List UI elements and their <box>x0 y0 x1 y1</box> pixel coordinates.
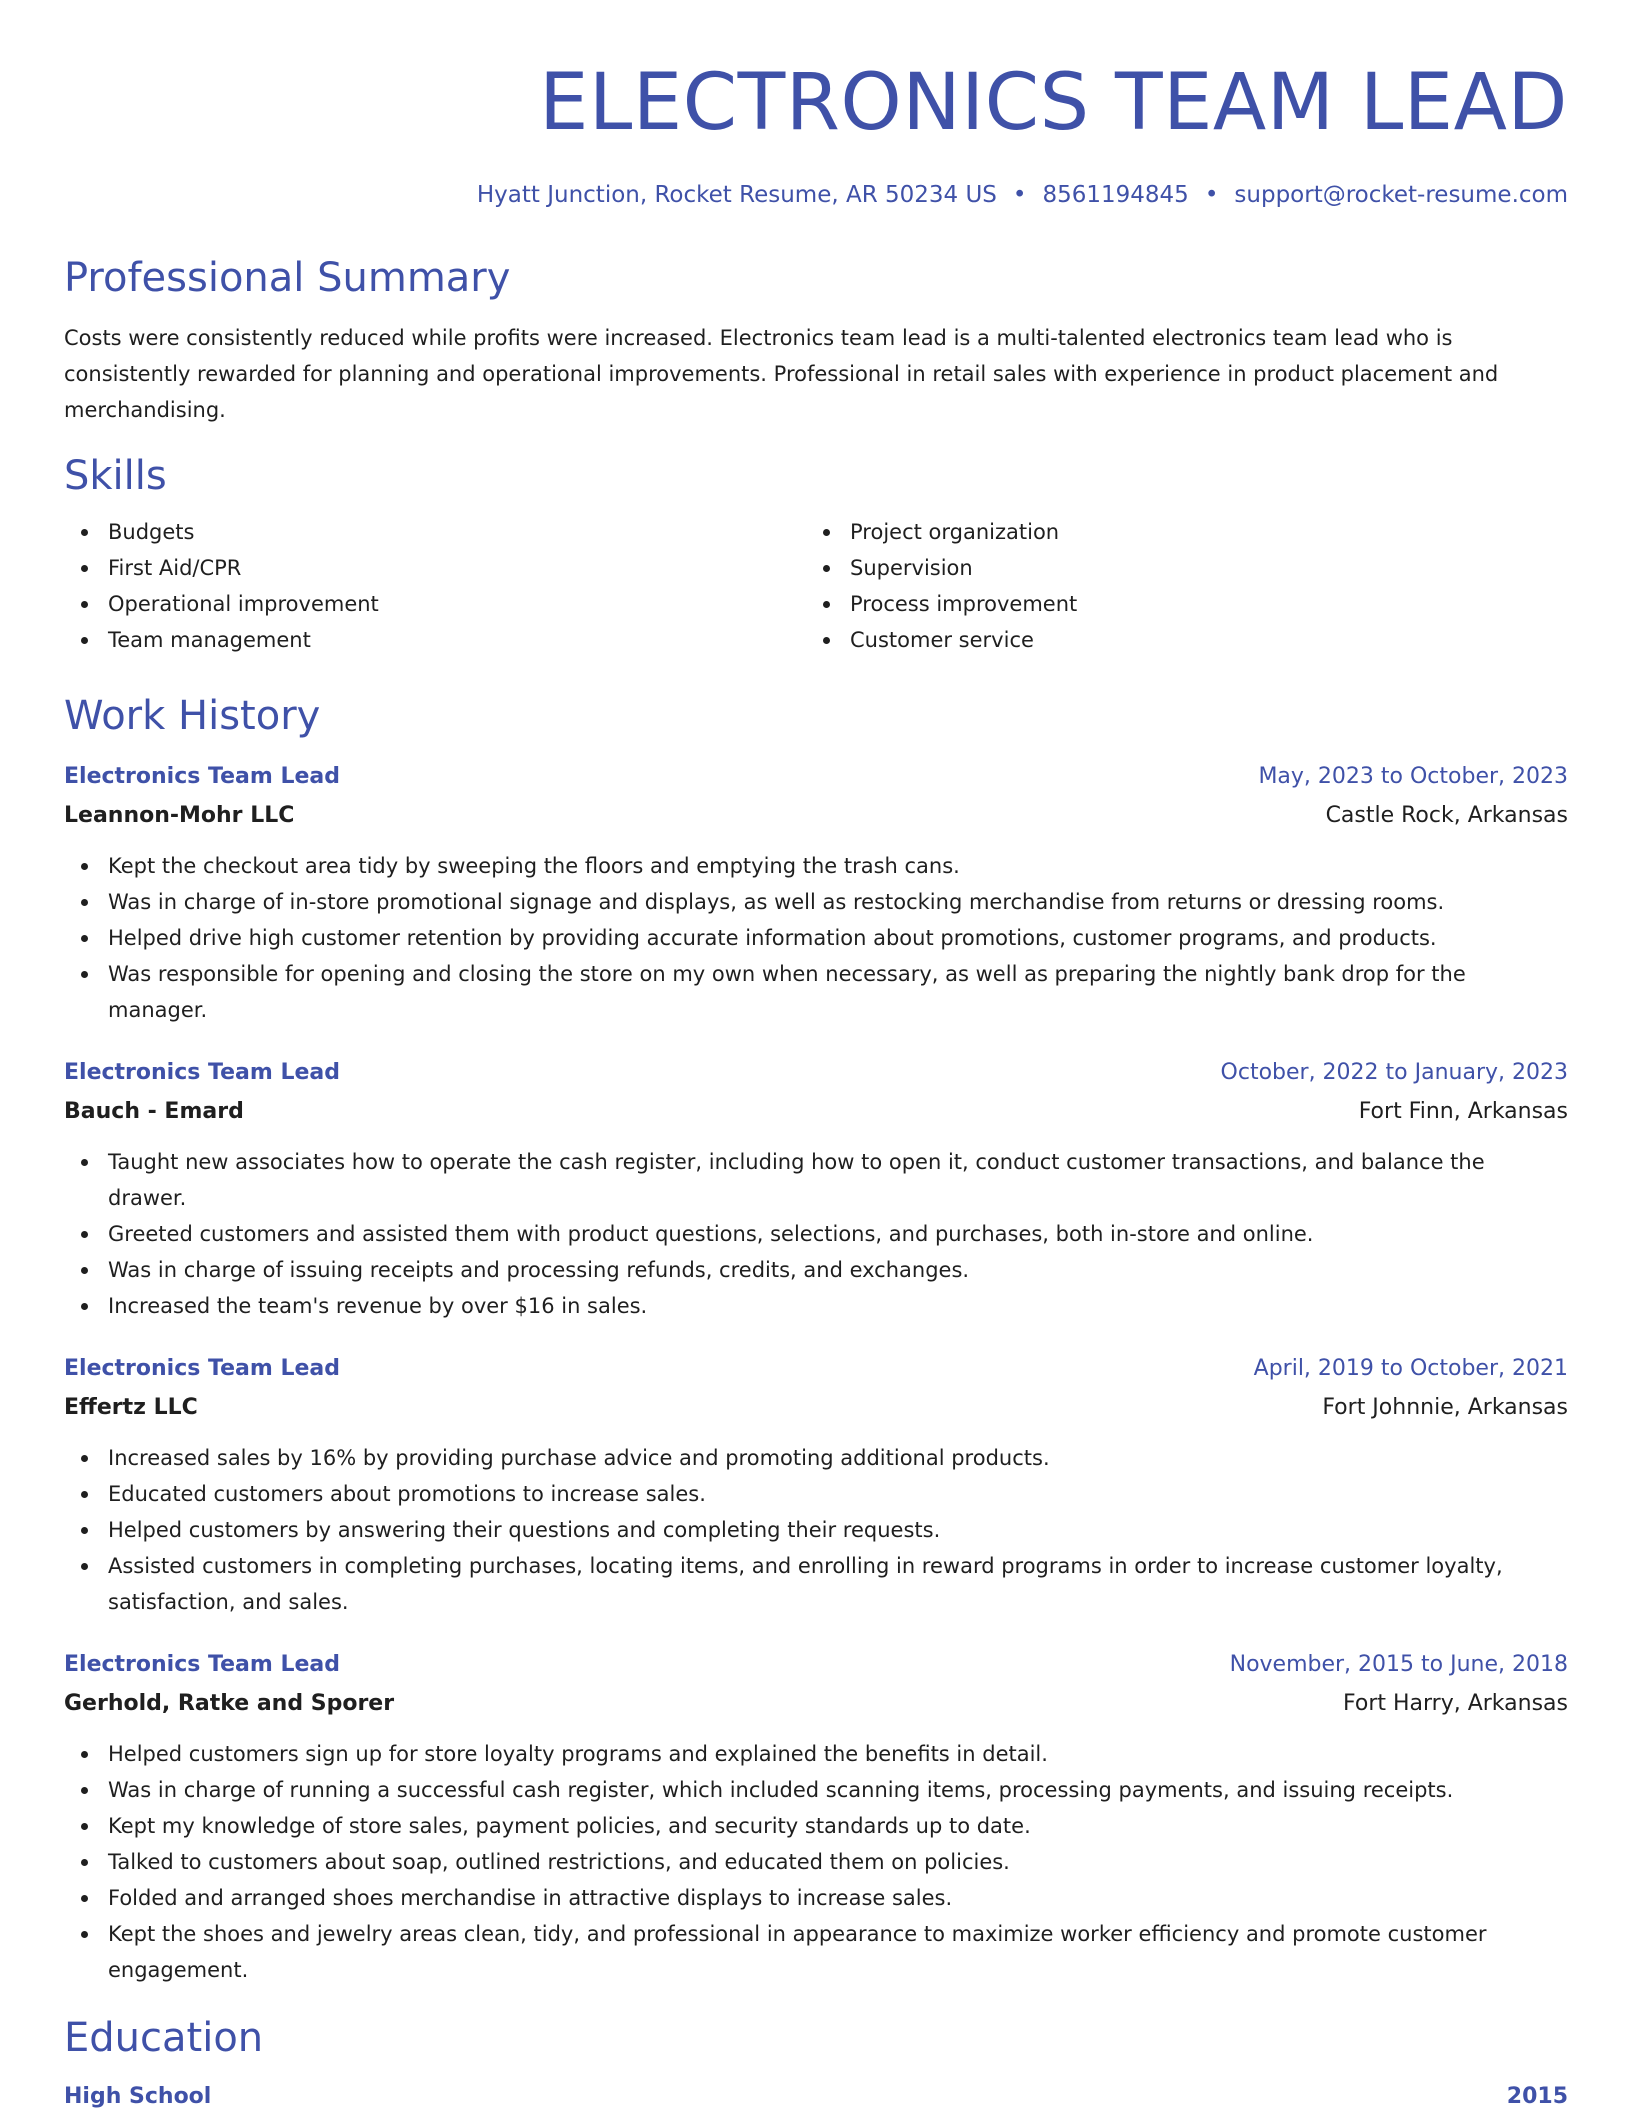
skills-column-left <box>64 514 806 658</box>
job-duty: Greeted customers and assisted them with product questions, selections, and purchases, both in-store and online. <box>64 1216 1568 1252</box>
job-duty: Helped customers sign up for store loyalty programs and explained the benefits in detail. <box>64 1736 1568 1772</box>
job-company: Gerhold, Ratke and Sporer <box>64 1691 395 1716</box>
job-duty: Taught new associates how to operate the cash register, including how to open it, conduct customer transactions, and balance the drawer. <box>64 1144 1568 1216</box>
skill-item: Project organization <box>806 514 1548 550</box>
job-duties <box>64 1440 1568 1620</box>
job-duty: Was in charge of issuing receipts and processing refunds, credits, and exchanges. <box>64 1252 1568 1288</box>
job-company: Bauch - Emard <box>64 1099 244 1124</box>
contact-phone: 8561194845 <box>1042 182 1189 208</box>
job-duties <box>64 1736 1568 1988</box>
summary-heading: Professional Summary <box>64 255 511 301</box>
skills-list <box>64 514 1568 658</box>
job-duty: Was in charge of running a successful cash register, which included scanning items, processing payments, and issuing receipts. <box>64 1772 1568 1808</box>
job-duty: Increased sales by 16% by providing purchase advice and promoting additional products. <box>64 1440 1568 1476</box>
job-duties <box>64 1144 1568 1324</box>
job-location: Castle Rock, Arkansas <box>1325 803 1568 828</box>
job-title: Electronics Team Lead <box>64 1652 340 1677</box>
job-dates: November, 2015 to June, 2018 <box>1229 1652 1568 1677</box>
job-entry <box>64 1054 1568 1324</box>
job-entry <box>64 758 1568 1028</box>
job-location: Fort Finn, Arkansas <box>1358 1099 1568 1124</box>
skill-item: Budgets <box>64 514 806 550</box>
job-duty: Talked to customers about soap, outlined restrictions, and educated them on policies. <box>64 1844 1568 1880</box>
contact-email: support@rocket-resume.com <box>1234 182 1568 208</box>
contact-separator: • <box>1204 182 1219 208</box>
contact-address: Hyatt Junction, Rocket Resume, AR 50234 US <box>476 182 997 208</box>
job-duty: Was responsible for opening and closing the store on my own when necessary, as well as preparing the nightly bank drop for the manager. <box>64 956 1568 1028</box>
job-duty: Educated customers about promotions to increase sales. <box>64 1476 1568 1512</box>
skills-heading: Skills <box>64 453 167 499</box>
candidate-name: ELECTRONICS TEAM LEAD <box>539 58 1568 148</box>
education-entry <box>64 2082 1568 2112</box>
skill-item: Team management <box>64 622 806 658</box>
job-duty: Kept my knowledge of store sales, payment policies, and security standards up to date. <box>64 1808 1568 1844</box>
job-duty: Was in charge of in-store promotional signage and displays, as well as restocking merchandise from returns or dressing rooms. <box>64 884 1568 920</box>
job-duty: Helped customers by answering their questions and completing their requests. <box>64 1512 1568 1548</box>
job-location: Fort Harry, Arkansas <box>1342 1691 1568 1716</box>
job-duty: Kept the checkout area tidy by sweeping the floors and emptying the trash cans. <box>64 848 1568 884</box>
job-dates: May, 2023 to October, 2023 <box>1258 764 1568 789</box>
skill-item: First Aid/CPR <box>64 550 806 586</box>
education-year: 2015 <box>1506 2084 1568 2109</box>
skill-item: Customer service <box>806 622 1548 658</box>
job-company: Leannon-Mohr LLC <box>64 803 295 828</box>
job-dates: October, 2022 to January, 2023 <box>1220 1060 1568 1085</box>
job-duty: Assisted customers in completing purchases, locating items, and enrolling in reward programs in order to increase customer loyalty, satisfaction, and sales. <box>64 1548 1568 1620</box>
job-duty: Folded and arranged shoes merchandise in attractive displays to increase sales. <box>64 1880 1568 1916</box>
skill-item: Process improvement <box>806 586 1548 622</box>
job-duty: Kept the shoes and jewelry areas clean, tidy, and professional in appearance to maximize worker efficiency and promote customer engagement. <box>64 1916 1568 1988</box>
summary-text: Costs were consistently reduced while profits were increased. Electronics team lead is a multi-talented electronics team lead who is consistently rewarded for planning and operational improvements. Professional in retail sales with experience in product placement and merchandising. <box>64 326 1499 422</box>
job-title: Electronics Team Lead <box>64 1060 340 1085</box>
education-degree: High School <box>64 2084 212 2109</box>
skills-column-right <box>806 514 1548 658</box>
work-history-heading: Work History <box>64 693 321 739</box>
contact-line <box>64 180 1568 210</box>
job-duty: Increased the team's revenue by over $16 in sales. <box>64 1288 1568 1324</box>
job-duties <box>64 848 1568 1028</box>
job-location: Fort Johnnie, Arkansas <box>1322 1395 1568 1420</box>
job-entry <box>64 1646 1568 1988</box>
skill-item: Supervision <box>806 550 1548 586</box>
job-company: Effertz LLC <box>64 1395 198 1420</box>
job-dates: April, 2019 to October, 2021 <box>1253 1356 1568 1381</box>
skill-item: Operational improvement <box>64 586 806 622</box>
education-heading: Education <box>64 2015 264 2061</box>
job-title: Electronics Team Lead <box>64 1356 340 1381</box>
resume-page <box>64 0 1568 2112</box>
contact-separator: • <box>1012 182 1027 208</box>
job-duty: Helped drive high customer retention by providing accurate information about promotions, customer programs, and products. <box>64 920 1568 956</box>
job-title: Electronics Team Lead <box>64 764 340 789</box>
job-entry <box>64 1350 1568 1620</box>
